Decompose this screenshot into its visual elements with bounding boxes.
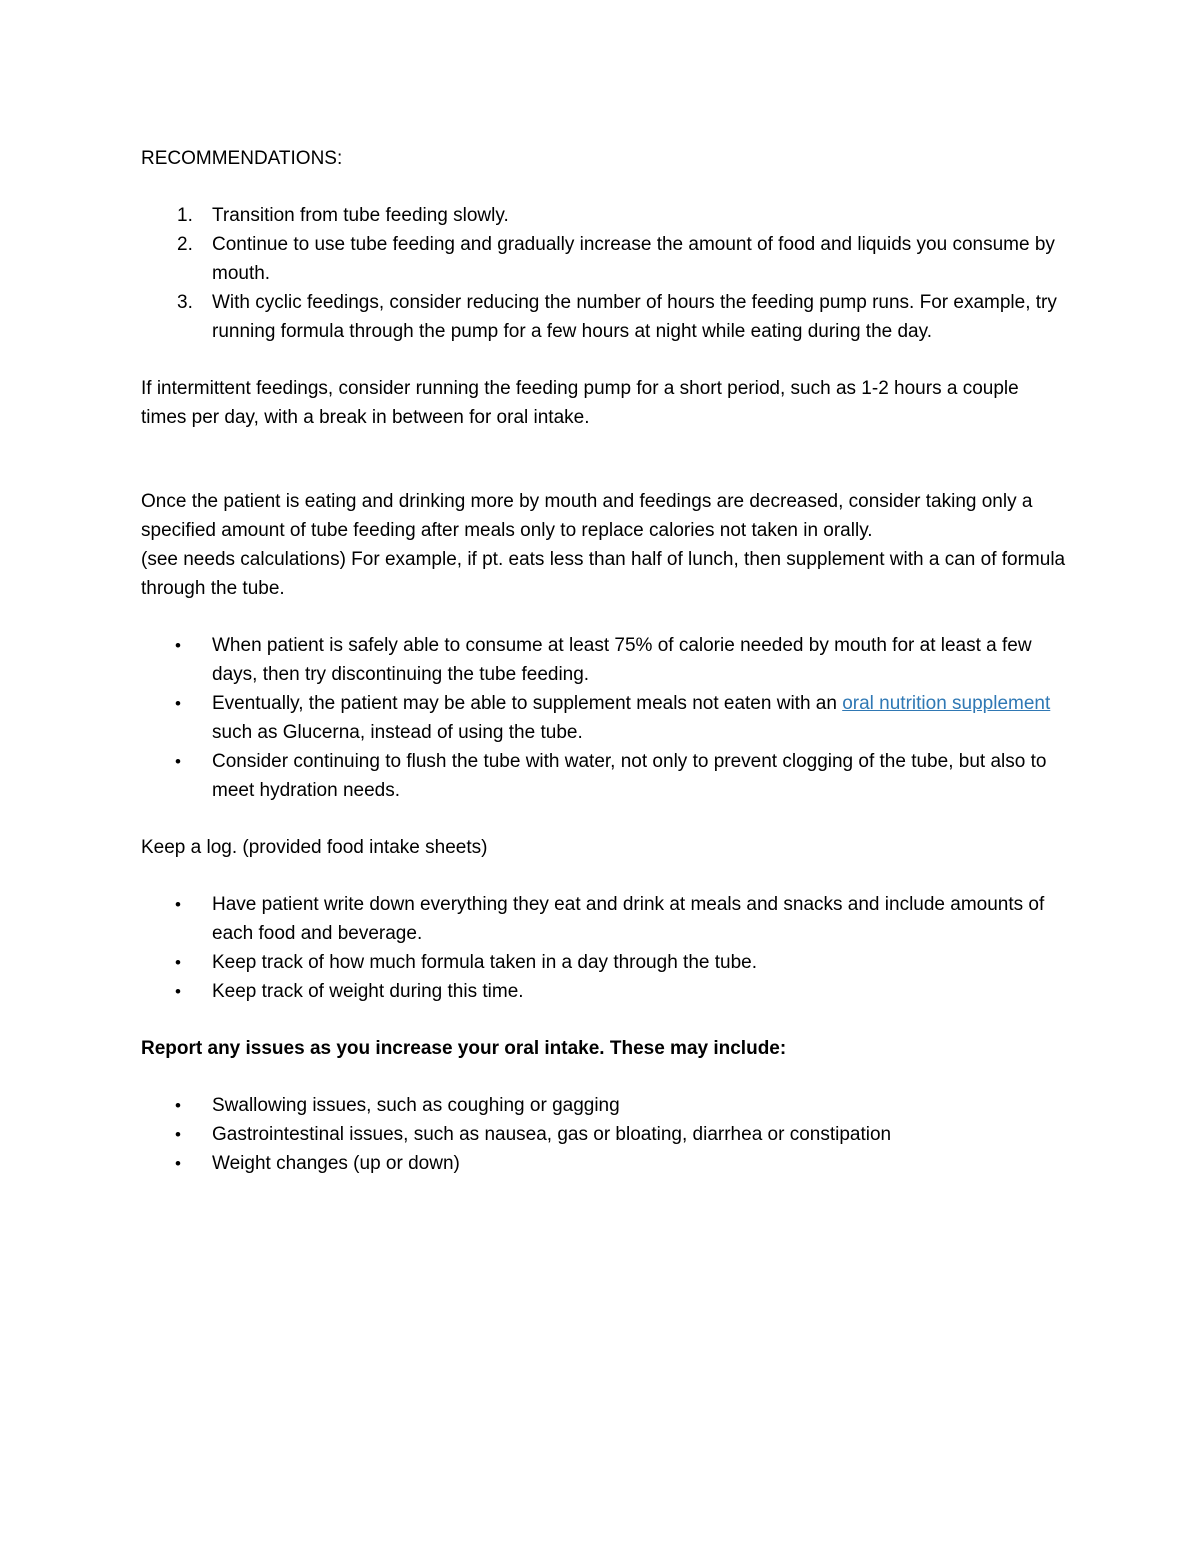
bullet-icon: •: [175, 1125, 181, 1144]
list-number: 1.: [177, 205, 193, 226]
list-item-text: Weight changes (up or down): [212, 1153, 460, 1174]
bullet-icon: •: [175, 953, 181, 972]
bullet-icon: •: [175, 1154, 181, 1173]
list-item-text: Keep track of how much formula taken in a day through the tube.: [212, 952, 757, 973]
list-item-text: Transition from tube feeding slowly.: [212, 205, 509, 226]
report-issues-heading: Report any issues as you increase your oral intake. These may include:: [141, 1038, 787, 1059]
bullet-list-item: [141, 1091, 1066, 1120]
numbered-list-item: [141, 230, 1066, 288]
bullet-list-item: [141, 631, 1066, 689]
list-item-text: Keep track of weight during this time.: [212, 981, 524, 1002]
intermittent-feedings-paragraph: If intermittent feedings, consider running the feeding pump for a short period, such as 1-2 hours a couple times per day, with a break in between for oral intake.: [141, 378, 1019, 428]
log-bullet-list: [141, 890, 1066, 1006]
list-number: 2.: [177, 234, 193, 255]
recommendations-heading: RECOMMENDATIONS:: [141, 148, 343, 169]
bullet-list-item: [141, 1149, 1066, 1178]
list-item-text: Continue to use tube feeding and gradually increase the amount of food and liquids you consume by mouth.: [212, 234, 1055, 284]
numbered-list-item: [141, 288, 1066, 346]
document-page: [141, 144, 1066, 1178]
bullet-list-item: [141, 689, 1066, 747]
bullet-icon: •: [175, 1096, 181, 1115]
list-item-text: With cyclic feedings, consider reducing the number of hours the feeding pump runs. For example, try running formula through the pump for a few hours at night while eating during the day.: [212, 292, 1057, 342]
bullet-icon: •: [175, 752, 181, 771]
once-patient-eating-paragraph: Once the patient is eating and drinking more by mouth and feedings are decreased, consider taking only a specified amount of tube feeding after meals only to replace calories not taken in orally.: [141, 491, 1033, 541]
list-item-text: Gastrointestinal issues, such as nausea, gas or bloating, diarrhea or constipation: [212, 1124, 892, 1145]
bullet-list-item: [141, 890, 1066, 948]
bullet-list-item: [141, 948, 1066, 977]
bullet-icon: •: [175, 982, 181, 1001]
list-number: 3.: [177, 292, 193, 313]
list-item-text-after-link: such as Glucerna, instead of using the tube.: [212, 722, 583, 743]
bullet-list-item: [141, 747, 1066, 805]
see-needs-paragraph: (see needs calculations) For example, if pt. eats less than half of lunch, then supplement with a can of formula through the tube.: [141, 549, 1066, 599]
discontinue-bullet-list: [141, 631, 1066, 805]
list-item-text: Swallowing issues, such as coughing or gagging: [212, 1095, 620, 1116]
bullet-list-item: [141, 1120, 1066, 1149]
bullet-list-item: [141, 977, 1066, 1006]
list-item-text: When patient is safely able to consume at least 75% of calorie needed by mouth for at least a few days, then try discontinuing the tube feeding.: [212, 635, 1032, 685]
issues-bullet-list: [141, 1091, 1066, 1178]
list-item-text-before-link: Eventually, the patient may be able to supplement meals not eaten with an: [212, 693, 843, 714]
bullet-icon: •: [175, 694, 181, 713]
list-item-text: Have patient write down everything they eat and drink at meals and snacks and include amounts of each food and beverage.: [212, 894, 1045, 944]
list-item-text: Consider continuing to flush the tube with water, not only to prevent clogging of the tube, but also to meet hydration needs.: [212, 751, 1047, 801]
recommendations-numbered-list: [141, 201, 1066, 346]
keep-log-heading: Keep a log. (provided food intake sheets): [141, 837, 488, 858]
bullet-icon: •: [175, 636, 181, 655]
bullet-icon: •: [175, 895, 181, 914]
oral-nutrition-supplement-link[interactable]: oral nutrition supplement: [842, 693, 1051, 714]
numbered-list-item: [141, 201, 1066, 230]
